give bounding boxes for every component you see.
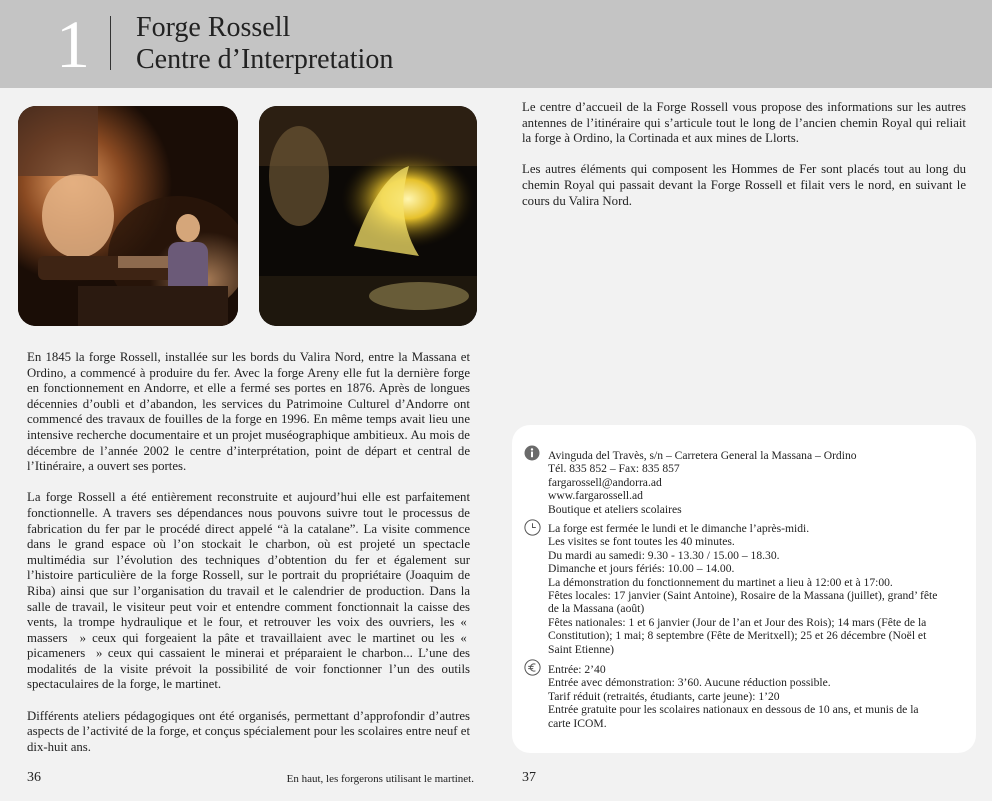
info-icon xyxy=(524,445,540,466)
forgerons-photo-art xyxy=(18,106,238,326)
hours-line: Saint Etienne) xyxy=(548,642,615,656)
hours-line: Constitution); 1 mai; 8 septembre (Fête de Meritxell); 25 et 26 décembre (Noël et xyxy=(548,629,927,643)
price-line: Entrée avec démonstration: 3’60. Aucune réduction possible. xyxy=(548,676,831,690)
hours-line: Fêtes locales: 17 janvier (Saint Antoine), Rosaire de la Massana (juillet), grand’ fête xyxy=(548,589,938,603)
right-page-number: 37 xyxy=(522,770,536,785)
martinet-photo-art xyxy=(259,106,477,326)
contact-shop: Boutique et ateliers scolaires xyxy=(548,502,682,516)
contact-phone: Tél. 835 852 – Fax: 835 857 xyxy=(548,462,680,476)
contact-email: fargarossell@andorra.ad xyxy=(548,475,662,489)
body-paragraph-3: Différents ateliers pédagogiques ont été organisés, permettant d’approfondir d’autres aspects de l’activité de la forge, et conçus spécialement pour les scolaires entre neuf et dix-huit ans. xyxy=(27,708,470,754)
left-page-number: 36 xyxy=(27,770,41,785)
title-line-1: Forge Rossell xyxy=(136,12,291,43)
intro-text xyxy=(522,100,966,225)
euro-icon xyxy=(524,659,541,681)
page-title xyxy=(136,12,393,76)
price-line: carte ICOM. xyxy=(548,716,607,730)
contact-website: www.fargarossell.ad xyxy=(548,489,643,503)
intro-paragraph-1: Le centre d’accueil de la Forge Rossell vous propose des informations sur les autres antennes de l’itinéraire qui s’articule tout le long de l’ancien chemin Royal qui reliait la forge à Ordino, la Cortinada et aux mines de Llorts. xyxy=(522,100,966,146)
price-line: Tarif réduit (retraités, étudiants, carte jeune): 1’20 xyxy=(548,689,780,703)
hours-line: Du mardi au samedi: 9.30 - 13.30 / 15.00 – 18.30. xyxy=(548,548,780,562)
clock-icon xyxy=(524,519,541,541)
contact-address: Avinguda del Travès, s/n – Carretera General la Massana – Ordino xyxy=(548,449,857,462)
body-text xyxy=(27,350,470,771)
intro-paragraph-2: Les autres éléments qui composent les Hommes de Fer sont placés tout au long du chemin Royal qui passait devant la Forge Rossell et filait vers le nord, en suivant le cours du Valira Nord. xyxy=(522,162,966,208)
chapter-header xyxy=(0,0,992,88)
hours-line: de la Massana (août) xyxy=(548,602,645,616)
price-line: Entrée gratuite pour les scolaires nationaux en dessous de 10 ans, et munis de la xyxy=(548,703,919,717)
practical-info-card xyxy=(512,425,976,753)
photo-caption: En haut, les forgerons utilisant le martinet. xyxy=(286,773,474,785)
hours-line: Dimanche et jours fériés: 10.00 – 14.00. xyxy=(548,562,735,576)
hours-line: Fêtes nationales: 1 et 6 janvier (Jour de l’an et Jour des Rois); 14 mars (Fête de la xyxy=(548,615,927,629)
hours-line: Les visites se font toutes les 40 minutes. xyxy=(548,535,735,549)
body-paragraph-2: La forge Rossell a été entièrement reconstruite et aujourd’hui elle est parfaitement fonctionnelle. A travers ses dépendances nous pouvons suivre tout le processus de fabrication du fer par le procédé direct appelé “à la catalane”. La visite commence dans le grand espace où l’on stockait le charbon, où est projeté un spectacle multimédia sur l’évolution des techniques d’obtention du fer et également sur l’histoire particulière de la forge Rossell, sur le portrait du propriétaire (Joaquim de Riba) ainsi que sur l’organisation du travail et le calendrier de production. Dans la salle de travail, le visiteur peut voir et entendre comment fonctionnait la caisse des vents, la trompe hydraulique et le four, et retrouver les voix des ouvriers, les « massers » ceux qui forgeaient la pâte et travaillaient avec le martinet ou les « picameners » ceux qui cassaient le minerai et préparaient le charbon... L’une des modalités de la visite prévoit la possibilité de voir fonctionner l’un des outils spectaculaires de la forge, le martinet. xyxy=(27,490,470,692)
price-line: Entrée: 2’40 xyxy=(548,663,606,676)
forgerons-photo xyxy=(18,106,238,326)
header-divider xyxy=(110,16,111,70)
body-paragraph-1: En 1845 la forge Rossell, installée sur les bords du Valira Nord, entre la Massana et Ordino, a commencé à produire du fer. Avec la forge Areny elle fut la dernière forge en fonctionnement en Andorre, et elle a fermé ses portes en 1876. Après de longues décennies d’oubli et d’abandon, les services du Patrimoine Culturel d’Andorre ont commencé des travaux de fouilles de la forge en 1996. En même temps avait lieu une intensive recherche documentaire et un projet muséographique ambitieux. Au mois de décembre de l’année 2002 le centre d’interprétation, point de départ et central de l’Itinéraire, a ouvert ses portes. xyxy=(27,350,470,474)
chapter-number: 1 xyxy=(56,6,90,82)
hours-line: La démonstration du fonctionnement du martinet a lieu à 12:00 et à 17:00. xyxy=(548,575,893,589)
martinet-photo xyxy=(259,106,477,326)
title-line-2: Centre d’Interpretation xyxy=(136,44,394,75)
hours-line: La forge est fermée le lundi et le dimanche l’après-midi. xyxy=(548,522,810,535)
